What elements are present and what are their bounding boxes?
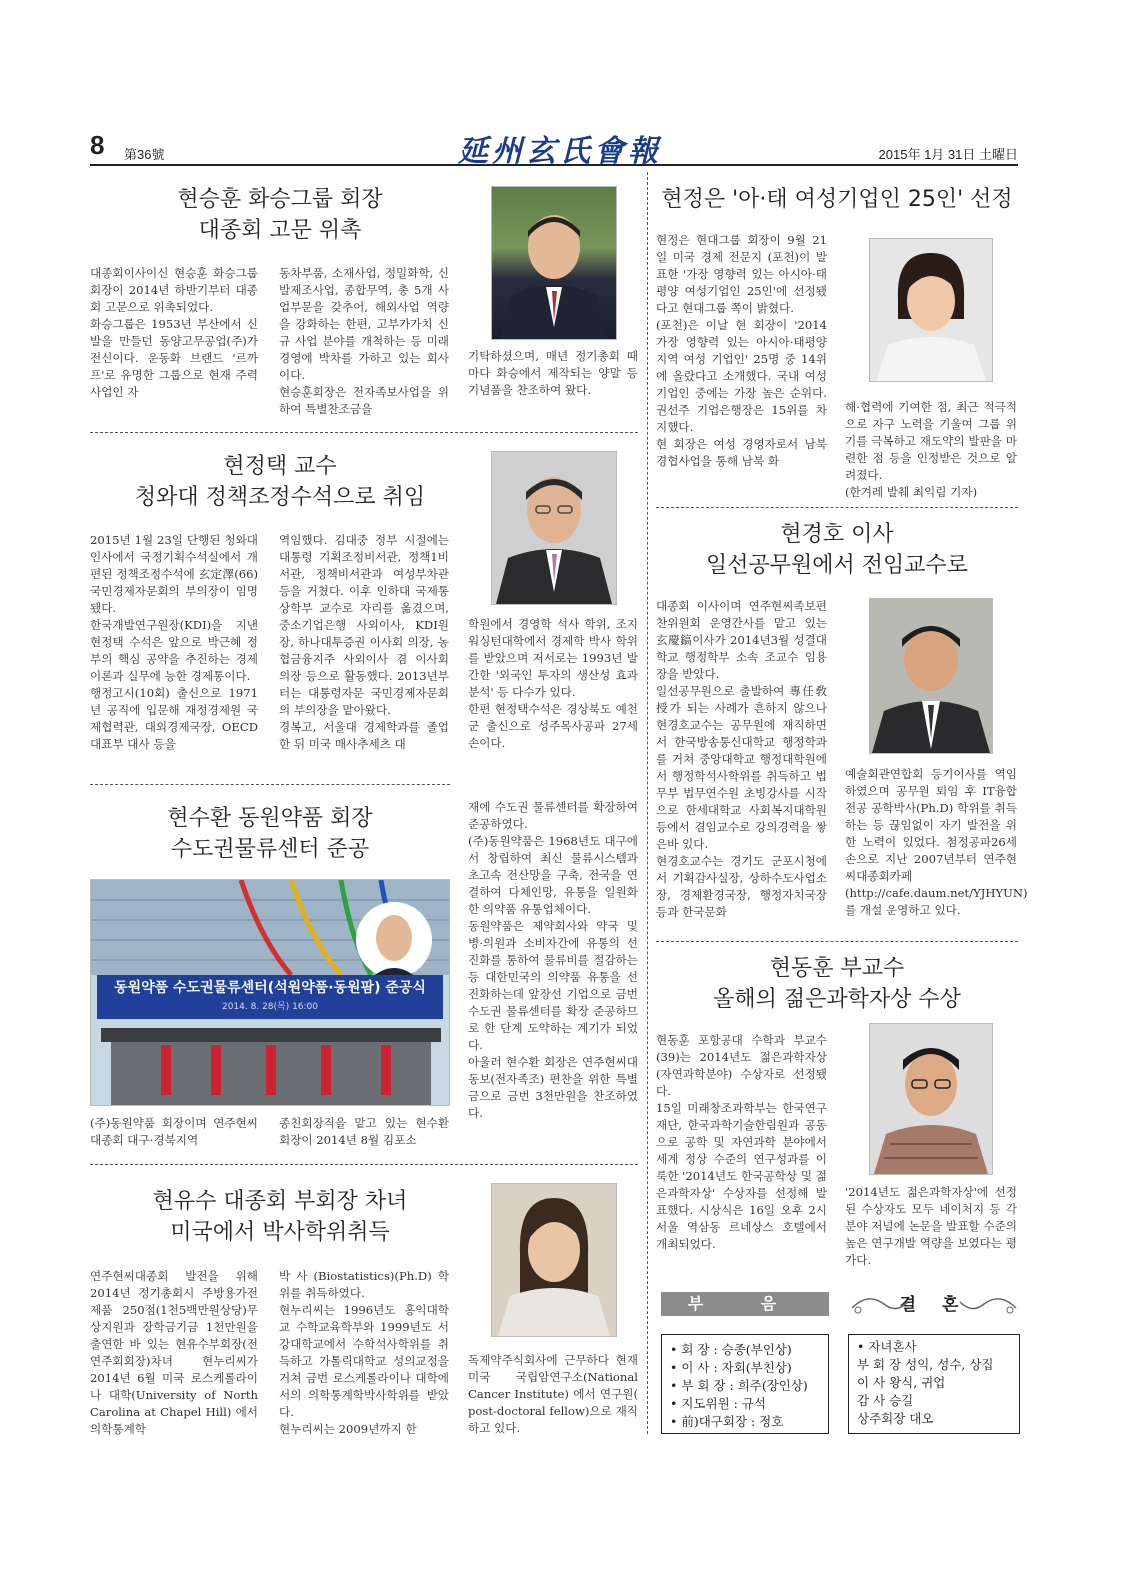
divider — [90, 1164, 638, 1165]
article-1-col-2: 동차부품, 소재사업, 정밀화학, 신발제조사업, 종합무역, 총 5개 사업부문을 갖추어, 해외사업 역량을 강화하는 한편, 고부가가치 신규 사업 분야를 개척하는 등 미래경영에 박차를 가하고 있는 회사이다. 현승훈회장은 전자족보사업을 위하여 특별찬조금을 — [279, 266, 449, 416]
portrait-silhouette-icon — [870, 239, 992, 381]
article-6-col-2: 예술회관연합회 등기이사를 역임하였으며 공무원 퇴임 후 IT융합전공 공학박사(Ph.D) 학위를 취득하는 등 끊임없이 자기 발전을 위한 노력이 있었다. 첨정공파26세손으로 지난 2007년부터 연주현씨대종회카페 (http://cafe.daum.net/YJHYUN)를 개설 운영하고 있다. — [845, 767, 1028, 917]
obituary-row: • 前)대구회장 : 정호 — [670, 1414, 784, 1429]
wedding-header — [848, 1288, 1020, 1320]
article-1-headline: 현승훈 화승그룹 회장 대종회 고문 위촉 — [177, 187, 383, 243]
wedding-row: 이 사 왕식, 귀업 — [857, 1375, 946, 1390]
divider — [90, 784, 450, 785]
obituary-row: • 부 회 장 : 희주(장인상) — [670, 1378, 808, 1393]
obituary-row: • 이 사 : 자회(부친상) — [670, 1360, 792, 1375]
article-1-col-3: 기탁하셨으며, 매년 정기총회 때마다 화승에서 제작되는 양말 등 기념품을 찬조하여 왔다. — [468, 349, 638, 397]
portrait-hyun-donghoon — [869, 1023, 993, 1175]
article-4-col-3: 독제약주식회사에 근무하다 현재 미국 국립암연구소(National Cancer Institute) 에서 연구원( post-doctoral fellow)으로 재직하고 있다. — [468, 1353, 638, 1435]
portrait-hyun-kyungho — [869, 598, 993, 754]
ceremony-banner — [97, 975, 443, 1019]
article-1-col-1: 대종회이사이신 현승훈 화승그룹 회장이 2014년 하반기부터 대종회 고문으로 위촉되었다. 화승그룹은 1953년 부산에서 신발을 만들던 동양고무공업(주)가 전신이다. 운동화 브랜드 '르까프'로 유명한 그룹으로 현재 주력 사업인 자 — [90, 266, 258, 399]
article-3-headline: 현수환 동원약품 회장 수도권물류센터 준공 — [167, 806, 373, 862]
newspaper-title: 延州玄氏會報 — [458, 134, 662, 169]
article-3-caption-2: 종친회장직을 맡고 있는 현수환 회장이 2014년 8월 김포소 — [279, 1116, 449, 1147]
divider — [90, 432, 638, 433]
article-2-col-2: 역임했다. 김대중 정부 시절에는 대통령 기획조정비서관, 정책1비서관, 정책비서관과 여성부차관 등을 거쳤다. 이후 인하대 국제통상학부 교수로 자리를 옮겼으며, 중소기업은행 사외이사, KDI원장, 하나대투증권 이사회 의장, 농협금융지주 사외이사 겸 이사회 의장 등으로 활동했다. 2013년부터는 대통령자문 국민경제자문회의 부의장을 맡아왔다. 경복고, 서울대 경제학과를 졸업한 뒤 미국 매사추세츠 대 — [279, 533, 449, 751]
article-3-col-3: 재에 수도권 물류센터를 확장하여 준공하였다. (주)동원약품은 1968년도 대구에서 창립하여 최신 물류시스템과 초고속 전산망을 구축, 전국을 연결하여 다체인망, 유통을 일원화한 의약품 유통업체이다. 동원약품은 제약회사와 약국 및 병·의원과 소비자간에 유통의 선진화를 통하여 물류비를 절감하는 등 대한민국의 의약품 유통을 선진화하는데 앞장선 기업으로 금번 수도권 물류센터를 확장 준공하므로 한 단계 도약하는 계기가 되었다. 아울러 현수환 회장은 연주현씨대동보(전자족조) 편찬을 위한 특별금으로 금번 3천만원을 찬조하였다. — [468, 800, 638, 1120]
portrait-silhouette-icon — [870, 1024, 992, 1174]
article-3-caption-1: (주)동원약품 회장이며 연주현씨대종회 대구·경북지역 — [90, 1116, 258, 1147]
wedding-row: 감 사 승길 — [857, 1393, 914, 1408]
issue-date: 2015年 1月 31日 土曜日 — [878, 147, 1018, 162]
portrait-silhouette-icon — [492, 187, 616, 339]
article-5-col-1: 현정은 현대그룹 회장이 9월 21일 미국 경제 전문지 (포천)이 발표한 '가장 영향력 있는 아시아·태평양 여성기업인 25인'에 선정됐다고 현대그룹 쪽이 밝혔다. (포천)은 이날 현 회장이 '2014 가장 영향력 있는 아시아·태평양 지역 여성 기업인' 25명 중 14위에 올랐다고 소개했다. 국내 여성 기업인 중에는 가장 높은 순위다. 권선주 기업은행장은 15위를 차지했다. 현 회장은 여성 경영자로서 남북경협사업을 통해 남북 화 — [656, 233, 827, 468]
article-2-col-3: 학원에서 경영학 석사 학위, 조지워싱턴대학에서 경제학 박사 학위를 받았으며 저서로는 1993년 발간한 '외국인 투자의 생산성 효과분석' 등 다수가 있다. 한편 현정택수석은 경상북도 예천군 출신으로 성주목사공파 27세손이다. — [468, 617, 638, 750]
ceremony-banner-date: 2014. 8. 28(목) 16:00 — [221, 1002, 319, 1012]
obituary-row: • 지도위원 : 규석 — [670, 1396, 766, 1411]
divider — [656, 941, 1018, 942]
article-5-col-2: 해·협력에 기여한 점, 최근 적극적으로 자구 노력을 기울여 그룹 위기를 극복하고 재도약의 발판을 마련한 점 등을 인정받은 것으로 알려졌다. (한겨레 발췌 최익림 기자) — [845, 400, 1017, 499]
article-6-col-1: 대종회 이사이며 연주현씨족보편찬위원회 운영간사를 맡고 있는 玄慶鎬이사가 2014년3월 성결대학교 행정학부 소속 조교수 임용장을 받았다. 일선공무원으로 출발하여 專任敎授가 되는 사례가 흔하지 않으나 현경호교수는 공무원에 재직하면서 한국방송통신대학교 행정학과를 거쳐 중앙대학교 행정대학원에서 행정학석사학위를 취득하고 법무부 법무연수원 초빙강사를 시작으로 한세대학교 사회복지대학원 등에서 겸임교수로 강의경력을 쌓은바 있다. 현경호교수는 경기도 군포시청에서 기획감사실장, 상하수도사업소장, 경제환경국장, 행정자치국장 등과 한국문화 — [656, 599, 827, 919]
article-4-col-1: 연주현씨대종회 발전을 위해 2014년 정기총회시 주방용가전제품 250점(1천5백만원상당)무상지원과 장학금기금 1천만원을 출연한 바 있는 현유수부회장(전 연주회회장)차녀 현누리씨가 2014년 6월 미국 로스케롤라이나 대학(University of North Carolina at Chapel Hill) 에서 의학통계학 — [90, 1269, 258, 1436]
wedding-row: 상주회장 대오 — [857, 1411, 934, 1426]
ceremony-banner-text: 동원약품 수도권물류센터(석원약품·동원팜) 준공식 — [114, 980, 426, 996]
article-7-col-1: 현동훈 포항공대 수학과 부교수(39)는 2014년도 젊은과학자상(자연과학분야) 수상자로 선정됐다. 15일 미래창조과학부는 한국연구재단, 한국과학기술한림원과 공동으로 공학 및 자연과학 분야에서 세계 정상 수준의 연구성과를 이룩한 '2014년도 한국공학상 및 젊은과학자상' 수상자를 선정해 발표했다. 시상식은 16일 오후 2시 서울 역삼동 르네상스 호텔에서 개최되었다. — [656, 1033, 827, 1251]
divider — [656, 507, 1018, 508]
article-4-headline: 현유수 대종회 부회장 차녀 미국에서 박사학위취득 — [152, 1189, 408, 1245]
portrait-hyun-jungeun — [869, 238, 993, 382]
article-7-headline: 현동훈 부교수 올해의 젊은과학자상 수상 — [713, 956, 961, 1012]
portrait-hyun-jungtaek — [491, 451, 617, 605]
page-number: 8 — [90, 130, 105, 160]
article-6-headline: 현경호 이사 일선공무원에서 전임교수로 — [705, 522, 969, 578]
masthead-rule — [90, 164, 1018, 166]
wedding-row: • 자녀혼사 — [857, 1339, 917, 1354]
portrait-silhouette-icon — [492, 1184, 616, 1336]
article-2-headline: 현정택 교수 청와대 정책조정수석으로 취임 — [134, 454, 426, 510]
portrait-hyun-seunghoon — [491, 186, 617, 340]
wedding-box — [848, 1334, 1020, 1434]
article-5-headline: 현정은 '아·태 여성기업인 25인' 선정 — [661, 187, 1013, 212]
column-divider — [647, 172, 648, 1434]
wedding-row: 부 회 장 성익, 성수, 상집 — [857, 1357, 994, 1372]
obituary-header: 부 음 — [661, 1292, 829, 1316]
portrait-silhouette-icon — [870, 599, 992, 753]
wedding-title: 결 혼 — [899, 1295, 969, 1315]
obituary-row: • 회 장 : 승종(부인상) — [670, 1342, 792, 1357]
logistics-center-ceremony-photo — [90, 879, 450, 1106]
article-2-col-1: 2015년 1월 23일 단행된 청와대 인사에서 국정기획수석실에서 개편된 정책조정수석에 玄定澤(66) 국민경제자문회의 부의장이 임명됐다. 한국개발연구원장(KDI)을 지낸 현정택 수석은 앞으로 박근혜 정부의 핵심 공약을 추진하는 경제이론과 실무에 능한 경제통이다. 행정고시(10회) 출신으로 1971년 공직에 입문해 재정경제원 국제협력관, 대외경제국장, OECD 대표부 대사 등을 — [90, 533, 258, 751]
issue-number: 第36號 — [124, 147, 165, 162]
obituary-box — [661, 1334, 829, 1434]
article-7-col-2: '2014년도 젊은과학자상'에 선정된 수상자도 모두 네이처지 등 각 분야 저널에 논문을 발표할 수준의 높은 연구개발 역량을 보였다는 평가다. — [845, 1185, 1017, 1267]
article-4-col-2: 박 사 (Biostatistics)(Ph.D) 학위를 취득하였다. 현누리씨는 1996년도 홍익대학교 수학교육학부와 1999년도 서강대학교에서 수학석사학위를 취득하고 가톨릭대학교 성의교정을 거쳐 금번 로스케롤라이나 대학에서의 의학통계학박사학위를 받았다. 현누리씨는 2009년까지 한 — [279, 1269, 449, 1436]
portrait-hyun-nuri — [491, 1183, 617, 1337]
portrait-silhouette-icon — [492, 452, 616, 604]
